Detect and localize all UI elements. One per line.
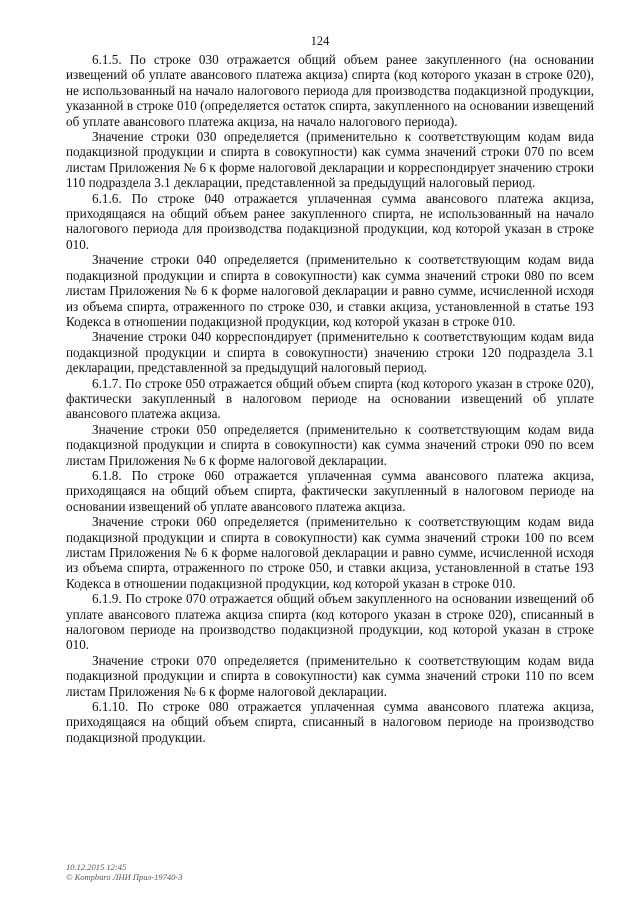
paragraph-6-1-9: 6.1.9. По строке 070 отражается общий объем закупленного на основании извещений об уплате авансового платежа акциза спирта (код которого указан в строке 020), списанный в налоговом периоде на производство подакцизной продукции, код которой указан в строке 010.: [66, 591, 594, 653]
paragraph-line-040-correspondence: Значение строки 040 корреспондирует (применительно к соответствующим кодам вида подакцизной продукции и спирта в совокупности) значению строки 120 подраздела 3.1 декларации, представленной за предыдущий налоговый период.: [66, 329, 594, 376]
paragraph-line-050-value: Значение строки 050 определяется (применительно к соответствующим кодам вида подакцизной продукции и спирта в совокупности) как сумма значений строки 090 по всем листам Приложения № 6 к форме налоговой декларации.: [66, 421, 594, 468]
paragraph-6-1-5: 6.1.5. По строке 030 отражается общий объем ранее закупленного (на основании извещений об уплате авансового платежа акциза) спирта (код которого указан в строке 020), не использованный на начало налогового периода для производства подакцизной продукции, указанной в строке 010 (определяется остаток спирта, закупленного на основании извещений об уплате авансового платежа акциза, на начало налогового периода).: [66, 52, 594, 129]
paragraph-line-040-value: Значение строки 040 определяется (применительно к соответствующим кодам вида подакцизной продукции и спирта в совокупности) как сумма значений строки 080 по всем листам Приложения № 6 к форме налоговой декларации и равно сумме, исчисленной исходя из объема спирта, отраженного по строке 030, и ставки акциза, установленной в статье 193 Кодекса в отношении подакцизной продукции, код которой указан в строке 010.: [66, 252, 594, 329]
paragraph-6-1-6: 6.1.6. По строке 040 отражается уплаченная сумма авансового платежа акциза, приходящаяся на общий объем ранее закупленного спирта, не использованный на начало налогового периода для производства подакцизной продукции, код которой указан в строке 010.: [66, 190, 594, 252]
paragraph-line-030-value: Значение строки 030 определяется (применительно к соответствующим кодам вида подакцизной продукции и спирта в совокупности) как сумма значений строки 070 по всем листам Приложения № 6 к форме налоговой декларации и корреспондирует значению строки 110 подраздела 3.1 декларации, представленной за предыдущий налоговый период.: [66, 129, 594, 191]
paragraph-line-060-value: Значение строки 060 определяется (применительно к соответствующим кодам вида подакцизной продукции и спирта в совокупности) как сумма значений строки 100 по всем листам Приложения № 6 к форме налоговой декларации и равно сумме, исчисленной исходя из объема спирта, отраженного по строке 050, и ставки акциза, установленной в статье 193 Кодекса в отношении подакцизной продукции, код которой указан в строке 010.: [66, 514, 594, 591]
paragraph-6-1-10: 6.1.10. По строке 080 отражается уплаченная сумма авансового платежа акциза, приходящаяся на общий объем спирта, списанный в налоговом периоде на производство подакцизной продукции.: [66, 699, 594, 745]
paragraph-6-1-7: 6.1.7. По строке 050 отражается общий объем спирта (код которого указан в строке 020), фактически закупленный в налоговом периоде на основании извещений об уплате авансового платежа акциза.: [66, 375, 594, 422]
footer: [66, 862, 182, 882]
body-text: [66, 52, 594, 745]
paragraph-line-070-value: Значение строки 070 определяется (применительно к соответствующим кодам вида подакцизной продукции и спирта в совокупности) как сумма значений строки 110 по всем листам Приложения № 6 к форме налоговой декларации.: [66, 652, 594, 699]
footer-timestamp: 10.12.2015 12:45: [66, 862, 127, 872]
paragraph-6-1-8: 6.1.8. По строке 060 отражается уплаченная сумма авансового платежа акциза, приходящаяся на общий объем спирта, фактически закупленный в налоговом периоде на основании извещений об уплате авансового платежа акциза.: [66, 467, 594, 514]
page-number: 124: [310, 34, 330, 48]
footer-source: © Kompburo ЛНИ Прил-19740-3: [66, 872, 183, 882]
